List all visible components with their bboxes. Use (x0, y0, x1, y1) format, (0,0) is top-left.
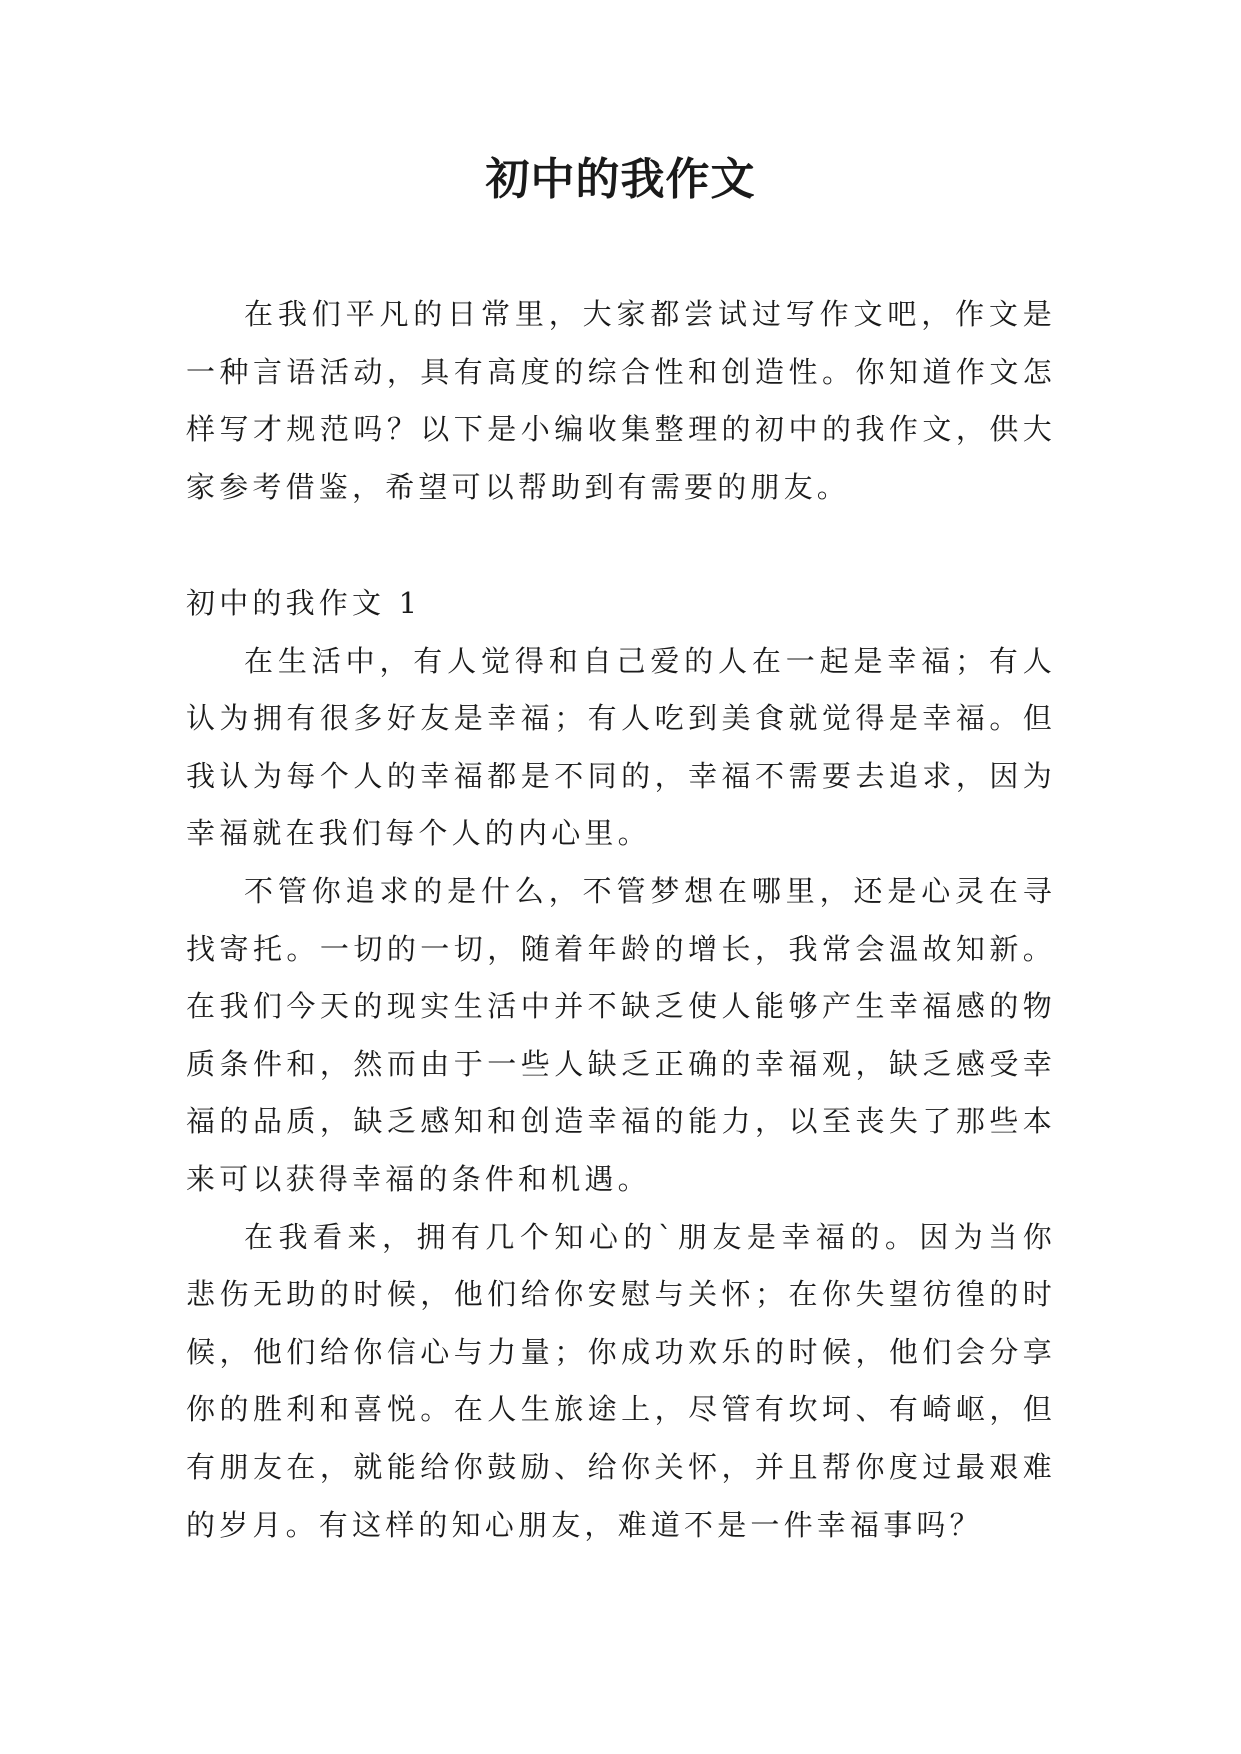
intro-block (186, 286, 1056, 516)
essay-section (186, 575, 1056, 1554)
essay-paragraph: 在生活中，有人觉得和自己爱的人在一起是幸福；有人认为拥有很多好友是幸福；有人吃到美食就觉得是幸福。但我认为每个人的幸福都是不同的，幸福不需要去追求，因为幸福就在我们每个人的内心里。 (186, 643, 1056, 851)
section-heading: 初中的我作文 1 (186, 586, 422, 620)
essay-paragraph: 不管你追求的是什么，不管梦想在哪里，还是心灵在寻找寄托。一切的一切，随着年龄的增长，我常会温故知新。在我们今天的现实生活中并不缺乏使人能够产生幸福感的物质条件和，然而由于一些人缺乏正确的幸福观，缺乏感受幸福的品质，缺乏感知和创造幸福的能力，以至丧失了那些本来可以获得幸福的条件和机遇。 (186, 873, 1056, 1196)
intro-paragraph: 在我们平凡的日常里，大家都尝试过写作文吧，作文是一种言语活动，具有高度的综合性和创造性。你知道作文怎样写才规范吗？以下是小编收集整理的初中的我作文，供大家参考借鉴，希望可以帮助到有需要的朋友。 (186, 297, 1056, 504)
essay-paragraph: 在我看来，拥有几个知心的`朋友是幸福的。因为当你悲伤无助的时候，他们给你安慰与关怀；在你失望彷徨的时候，他们给你信心与力量；你成功欢乐的时候，他们会分享你的胜利和喜悦。在人生旅途上，尽管有坎坷、有崎岖，但有朋友在，就能给你鼓励、给你关怀，并且帮你度过最艰难的岁月。有这样的知心朋友，难道不是一件幸福事吗？ (186, 1219, 1056, 1542)
document-title: 初中的我作文 (485, 154, 756, 205)
